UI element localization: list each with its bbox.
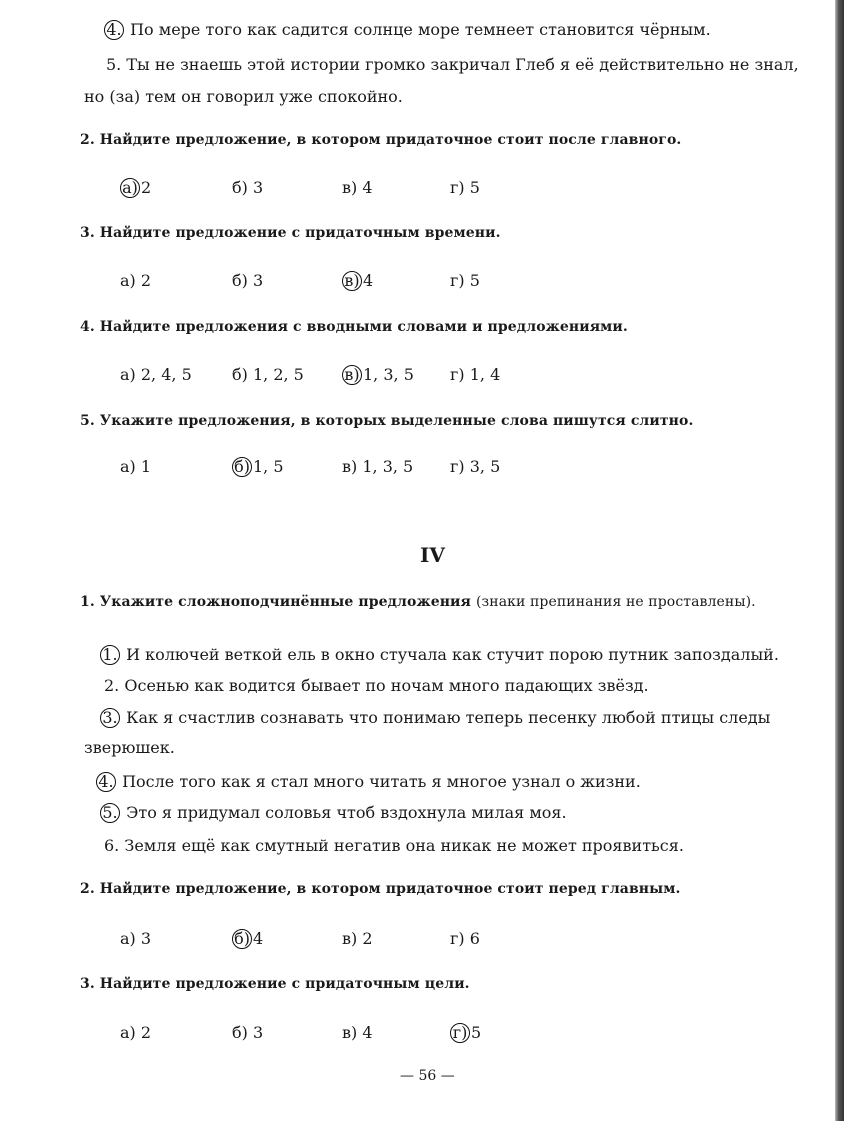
option-value: 5 bbox=[471, 1023, 482, 1042]
question-bold: 1. Укажите сложноподчинённые предложения bbox=[80, 594, 471, 610]
sentence-text: И колючей веткой ель в окно стучала как стучит порою путник запоздалый. bbox=[126, 645, 779, 664]
option-letter: в) bbox=[342, 365, 362, 385]
option-letter: б) bbox=[232, 457, 252, 477]
option-letter: в) bbox=[342, 271, 362, 291]
option-letter: а) bbox=[120, 1023, 136, 1042]
sentence-number: 4. bbox=[104, 20, 124, 40]
sentence-text: зверюшек. bbox=[84, 738, 175, 757]
option-letter: г) bbox=[450, 929, 465, 948]
question-title: 2. Найдите предложение, в котором придаточное стоит перед главным. bbox=[80, 881, 681, 897]
option-value: 3 bbox=[252, 178, 264, 197]
option-value: 2 bbox=[141, 178, 152, 197]
sentence-line bbox=[84, 87, 403, 107]
sentence-text: Как я счастлив сознавать что понимаю теперь песенку любой птицы следы bbox=[126, 708, 771, 727]
question-note: (знаки препинания не проставлены). bbox=[475, 594, 756, 610]
option-letter: в) bbox=[342, 178, 358, 197]
answer-option[interactable] bbox=[232, 457, 284, 477]
page-number: — 56 — bbox=[400, 1068, 455, 1084]
answer-option[interactable] bbox=[450, 1023, 481, 1043]
option-value: 1, 4 bbox=[469, 365, 501, 384]
option-value: 1 bbox=[140, 457, 152, 476]
answer-option[interactable] bbox=[232, 1023, 263, 1043]
option-value: 1, 5 bbox=[253, 457, 284, 476]
sentence-line bbox=[104, 676, 649, 696]
answer-option[interactable] bbox=[120, 1023, 151, 1043]
sentence-text: Осенью как водится бывает по ночам много падающих звёзд. bbox=[124, 676, 649, 695]
scan-edge-shadow bbox=[835, 0, 844, 1121]
answer-option[interactable] bbox=[450, 178, 480, 198]
option-value: 3 bbox=[140, 929, 152, 948]
option-value: 2 bbox=[140, 271, 152, 290]
option-letter: г) bbox=[450, 457, 465, 476]
answer-option[interactable] bbox=[232, 929, 263, 949]
option-letter: г) bbox=[450, 1023, 470, 1043]
option-letter: б) bbox=[232, 271, 248, 290]
answer-option[interactable] bbox=[450, 457, 500, 477]
sentence-number: 3. bbox=[100, 708, 120, 728]
option-value: 1, 3, 5 bbox=[363, 365, 414, 384]
answer-option[interactable] bbox=[120, 929, 151, 949]
sentence-number: 1. bbox=[100, 645, 120, 665]
option-letter: а) bbox=[120, 457, 136, 476]
answer-option[interactable] bbox=[232, 271, 263, 291]
option-letter: г) bbox=[450, 271, 465, 290]
answer-option[interactable] bbox=[232, 178, 263, 198]
answer-option[interactable] bbox=[342, 929, 373, 949]
question-title: 3. Найдите предложение с придаточным времени. bbox=[80, 225, 501, 241]
option-letter: б) bbox=[232, 365, 248, 384]
option-letter: г) bbox=[450, 178, 465, 197]
option-value: 4 bbox=[362, 1023, 373, 1042]
question-title bbox=[80, 592, 756, 612]
sentence-number: 4. bbox=[96, 772, 116, 792]
question-title: 3. Найдите предложение с придаточным цели. bbox=[80, 976, 470, 992]
answer-option[interactable] bbox=[342, 457, 413, 477]
option-letter: б) bbox=[232, 1023, 248, 1042]
option-letter: б) bbox=[232, 929, 252, 949]
answer-option[interactable] bbox=[450, 929, 480, 949]
sentence-text: Это я придумал соловья чтоб вздохнула милая моя. bbox=[126, 803, 567, 822]
option-value: 5 bbox=[469, 271, 480, 290]
option-value: 3 bbox=[252, 1023, 264, 1042]
sentence-text: Ты не знаешь этой истории громко закричал Глеб я её действительно не знал, bbox=[126, 55, 799, 74]
option-value: 5 bbox=[469, 178, 480, 197]
answer-option[interactable] bbox=[120, 178, 151, 198]
answer-option[interactable] bbox=[120, 271, 151, 291]
question-title: 5. Укажите предложения, в которых выделенные слова пишутся слитно. bbox=[80, 413, 694, 429]
sentence-line bbox=[84, 738, 175, 758]
answer-option[interactable] bbox=[450, 365, 500, 385]
answer-option[interactable] bbox=[342, 271, 373, 291]
sentence-line bbox=[100, 708, 770, 728]
option-letter: г) bbox=[450, 365, 465, 384]
option-value: 4 bbox=[363, 271, 374, 290]
option-value: 2 bbox=[140, 1023, 152, 1042]
sentence-line bbox=[106, 55, 799, 75]
option-value: 4 bbox=[253, 929, 264, 948]
sentence-line bbox=[100, 645, 779, 665]
sentence-number: 5. bbox=[106, 55, 122, 74]
question-title: 4. Найдите предложения с вводными словами и предложениями. bbox=[80, 319, 628, 335]
sentence-number: 5. bbox=[100, 803, 120, 823]
option-value: 3 bbox=[252, 271, 264, 290]
option-value: 1, 2, 5 bbox=[252, 365, 304, 384]
sentence-text: По мере того как садится солнце море темнеет становится чёрным. bbox=[130, 20, 711, 39]
option-letter: в) bbox=[342, 1023, 358, 1042]
option-value: 6 bbox=[469, 929, 480, 948]
option-letter: а) bbox=[120, 271, 136, 290]
sentence-number: 6. bbox=[104, 836, 120, 855]
sentence-line bbox=[96, 772, 641, 792]
answer-option[interactable] bbox=[450, 271, 480, 291]
sentence-number: 2. bbox=[104, 676, 120, 695]
sentence-line bbox=[100, 803, 567, 823]
option-value: 1, 3, 5 bbox=[362, 457, 414, 476]
option-value: 3, 5 bbox=[469, 457, 501, 476]
sentence-text: Земля ещё как смутный негатив она никак не может проявиться. bbox=[124, 836, 684, 855]
answer-option[interactable] bbox=[342, 365, 414, 385]
option-letter: в) bbox=[342, 929, 358, 948]
answer-option[interactable] bbox=[232, 365, 304, 385]
answer-option[interactable] bbox=[120, 457, 151, 477]
option-letter: а) bbox=[120, 178, 140, 198]
option-letter: а) bbox=[120, 365, 136, 384]
sentence-text: но (за) тем он говорил уже спокойно. bbox=[84, 87, 403, 106]
option-letter: а) bbox=[120, 929, 136, 948]
section-title: IV bbox=[420, 543, 445, 567]
option-value: 2, 4, 5 bbox=[140, 365, 192, 384]
option-value: 2 bbox=[362, 929, 373, 948]
answer-option[interactable] bbox=[342, 1023, 373, 1043]
option-letter: б) bbox=[232, 178, 248, 197]
question-title: 2. Найдите предложение, в котором придаточное стоит после главного. bbox=[80, 132, 682, 148]
option-value: 4 bbox=[362, 178, 373, 197]
answer-option[interactable] bbox=[120, 365, 192, 385]
option-letter: в) bbox=[342, 457, 358, 476]
sentence-line bbox=[104, 20, 711, 40]
sentence-text: После того как я стал много читать я многое узнал о жизни. bbox=[122, 772, 641, 791]
sentence-line bbox=[104, 836, 684, 856]
answer-option[interactable] bbox=[342, 178, 373, 198]
